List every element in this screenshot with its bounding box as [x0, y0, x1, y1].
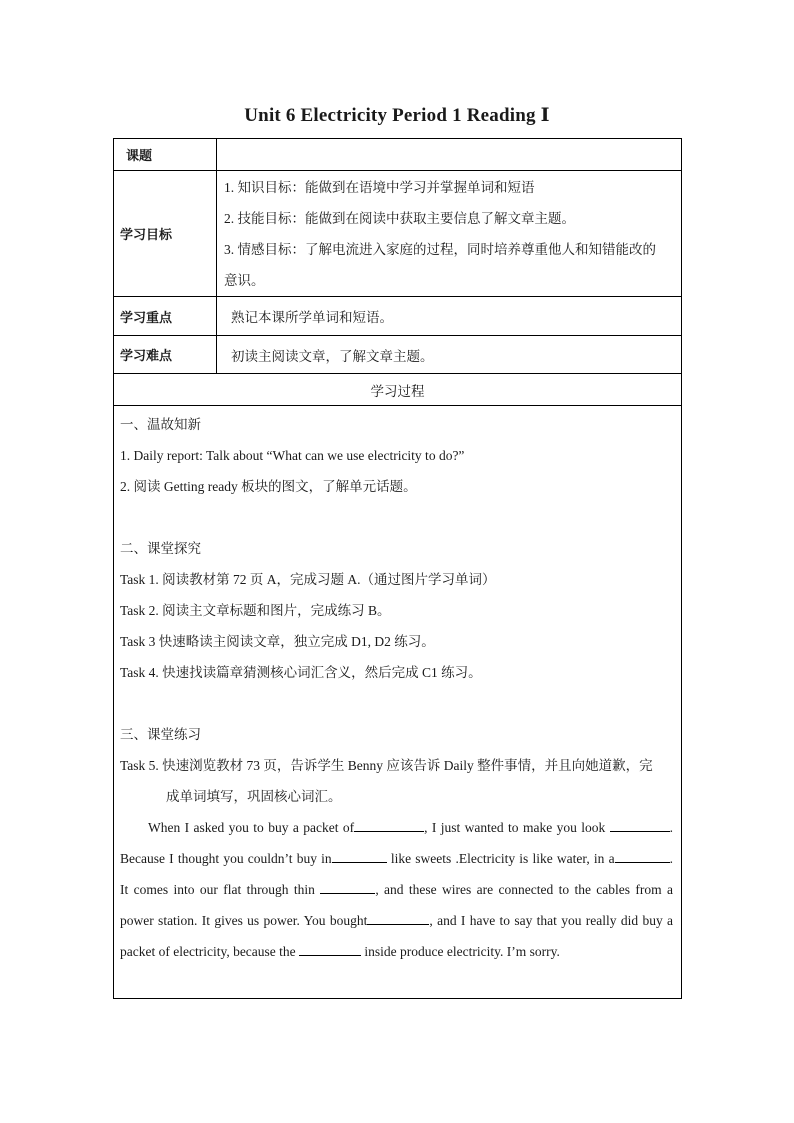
passage-text: . Because I thought you couldn’t buy in — [120, 820, 673, 866]
page-title: Unit 6 Electricity Period 1 Reading Ⅰ — [244, 105, 550, 126]
answer-blank[interactable] — [610, 817, 670, 832]
key-points-value: 熟记本课所学单词和短语。 — [217, 297, 682, 336]
lesson-plan-table — [113, 138, 682, 999]
goal-item: 意识。 — [224, 272, 265, 288]
section-1-item: 2. 阅读 Getting ready 板块的图文，了解单元话题。 — [120, 479, 417, 494]
topic-value — [217, 139, 682, 171]
section-1-heading: 一、温故知新 — [120, 417, 201, 432]
topic-row — [114, 139, 682, 171]
task-item: Task 2. 阅读主文章标题和图片，完成练习 B。 — [120, 603, 391, 618]
goal-item: 2. 技能目标：能做到在阅读中获取主要信息了解文章主题。 — [224, 210, 575, 226]
goal-item: 1. 知识目标：能做到在语境中学习并掌握单词和短语 — [224, 179, 535, 195]
passage-text: , I just wanted to make you look — [424, 820, 610, 835]
passage-text: , and these wires are connected to the cables from a power station. It gives us power. You bought — [120, 882, 674, 928]
answer-blank[interactable] — [615, 848, 670, 863]
process-header-row — [114, 374, 682, 406]
passage-text: , and I have to say that you really did buy a packet of electricity, because the — [120, 913, 674, 959]
passage-text: . It comes into our flat through thin — [120, 851, 673, 897]
goal-item: 3. 情感目标：了解电流进入家庭的过程，同时培养尊重他人和知错能改的 — [224, 241, 656, 257]
difficulties-value: 初读主阅读文章，了解文章主题。 — [217, 336, 682, 374]
goals-row — [114, 171, 682, 297]
passage-text: When I asked you to buy a packet of — [148, 820, 355, 835]
section-1-item: 1. Daily report: Talk about “What can we use electricity to do?” — [120, 448, 465, 463]
process-header: 学习过程 — [114, 374, 682, 406]
goals-list — [217, 171, 682, 297]
topic-label: 课题 — [114, 139, 217, 171]
section-2-heading: 二、课堂探究 — [120, 541, 201, 556]
key-points-row — [114, 297, 682, 336]
answer-blank[interactable] — [332, 848, 387, 863]
task-item: Task 3 快速略读主阅读文章，独立完成 D1, D2 练习。 — [120, 634, 435, 649]
answer-blank[interactable] — [320, 879, 375, 894]
goals-label: 学习目标 — [114, 171, 217, 297]
difficulties-row — [114, 336, 682, 374]
task-5-instruction: Task 5. 快速浏览教材 73 页，告诉学生 Benny 应该告诉 Daily 整件事情，并且向她道歉，完 — [120, 758, 653, 773]
answer-blank[interactable] — [354, 817, 424, 832]
task-item: Task 1. 阅读教材第 72 页 A，完成习题 A.（通过图片学习单词） — [120, 572, 496, 587]
task-5-instruction-cont: 成单词填写，巩固核心词汇。 — [166, 789, 342, 804]
passage-text: like sweets .Electricity is like water, in a — [386, 851, 615, 866]
process-body-row — [114, 406, 682, 999]
passage-text: inside produce electricity. I’m sorry. — [361, 944, 560, 959]
section-3-heading: 三、课堂练习 — [120, 727, 201, 742]
process-body — [114, 406, 682, 999]
fill-in-passage — [120, 812, 675, 967]
key-points-label: 学习重点 — [114, 297, 217, 336]
answer-blank[interactable] — [299, 941, 361, 956]
difficulties-label: 学习难点 — [114, 336, 217, 374]
task-item: Task 4. 快速找读篇章猜测核心词汇含义，然后完成 C1 练习。 — [120, 665, 482, 680]
answer-blank[interactable] — [367, 910, 429, 925]
